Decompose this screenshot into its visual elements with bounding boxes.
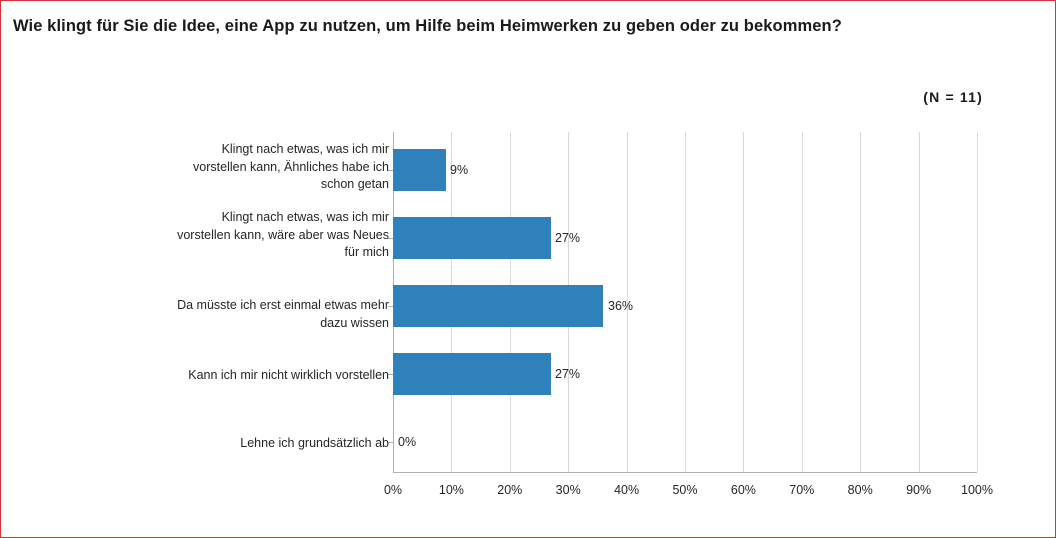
bar-2[interactable] — [393, 285, 603, 327]
xtick-label-0: 0% — [383, 483, 403, 497]
sample-size-annotation: (N = 11) — [923, 89, 983, 105]
category-label-0-line-2: schon getan — [320, 177, 389, 191]
page-title: Wie klingt für Sie die Idee, eine App zu nutzen, um Hilfe beim Heimwerken zu geben oder zu bekommen? — [13, 17, 842, 35]
category-label-0-line-0: Klingt nach etwas, was ich mir — [221, 142, 389, 156]
category-label-1 — [149, 209, 389, 262]
xtick-label-6: 60% — [730, 483, 756, 497]
category-label-1-line-1: vorstellen kann, wäre aber was Neues — [177, 227, 389, 242]
bar-value-1: 27% — [555, 231, 581, 245]
bar-value-3: 27% — [555, 367, 581, 381]
bar-1[interactable] — [393, 217, 551, 259]
category-label-0-line-1: vorstellen kann, Ähnliches habe ich — [193, 159, 389, 174]
bar-value-0: 9% — [450, 163, 469, 177]
xtick-label-7: 70% — [789, 483, 815, 497]
category-label-4-line-0: Lehne ich grundsätzlich ab — [240, 436, 389, 450]
gridline-90 — [919, 132, 920, 472]
gridline-70 — [802, 132, 803, 472]
xtick-label-2: 20% — [497, 483, 523, 497]
bar-value-2: 36% — [608, 299, 634, 313]
xtick-label-1: 10% — [438, 483, 464, 497]
gridline-50 — [685, 132, 686, 472]
xtick-label-4: 40% — [614, 483, 640, 497]
category-label-3-line-0: Kann ich mir nicht wirklich vorstellen — [188, 368, 389, 382]
category-label-2 — [149, 297, 389, 332]
gridline-80 — [860, 132, 861, 472]
x-axis-line — [393, 472, 977, 473]
gridline-100 — [977, 132, 978, 472]
xtick-label-8: 80% — [847, 483, 873, 497]
category-label-1-line-2: für mich — [344, 245, 389, 259]
category-label-2-line-0: Da müsste ich erst einmal etwas mehr — [177, 298, 389, 312]
category-label-0 — [149, 141, 389, 194]
bar-0[interactable] — [393, 149, 446, 191]
xtick-label-5: 50% — [672, 483, 698, 497]
xtick-label-3: 30% — [555, 483, 581, 497]
gridline-60 — [743, 132, 744, 472]
bar-3[interactable] — [393, 353, 551, 395]
plot-area — [393, 132, 977, 472]
category-label-4 — [149, 435, 389, 453]
category-label-2-line-1: dazu wissen — [320, 315, 389, 330]
category-label-3 — [149, 367, 389, 385]
bar-value-4: 0% — [398, 435, 417, 449]
xtick-label-9: 90% — [906, 483, 932, 497]
xtick-label-10: 100% — [961, 483, 993, 497]
category-label-1-line-0: Klingt nach etwas, was ich mir — [221, 210, 389, 224]
